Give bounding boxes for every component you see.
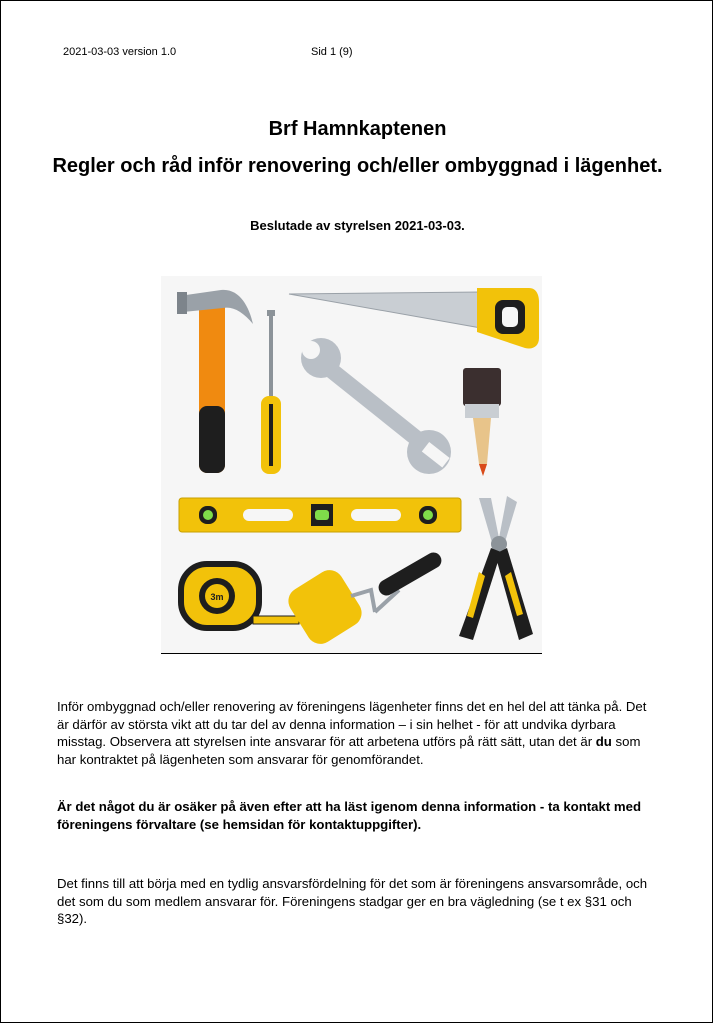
tools-illustration xyxy=(161,276,542,653)
illustration-rule xyxy=(161,653,542,654)
hammer-icon xyxy=(177,290,253,473)
paintbrush-icon xyxy=(463,368,501,476)
decision-note: Beslutade av styrelsen 2021-03-03. xyxy=(250,218,465,233)
paragraph-responsibility: Det finns till att börja med en tydlig ansvarsfördelning för det som är föreningens ansvarsområde, och det som du som medlem ansvarar för. Föreningens stadgar ger en bra vägledning (se t ex §31 och §32). xyxy=(57,876,648,926)
level-icon xyxy=(179,498,461,532)
header-page-number: Sid 1 (9) xyxy=(311,46,353,58)
wrench-icon xyxy=(301,338,451,474)
paragraph-intro-part1: Inför ombyggnad och/eller renovering av föreningens lägenheter finns det en hel del att tänka på. Det är därför av största vikt att du tar del av denna information – i sin helhet - för att undvika dyrbara misstag. Observera att styrelsen inte ansvarar för att arbetena utförs på rätt sätt, utan det är xyxy=(57,699,647,749)
tape-label: 3m xyxy=(210,592,224,602)
document-title: Brf Hamnkaptenen xyxy=(268,118,447,140)
paint-roller-icon xyxy=(283,550,444,650)
document-subtitle: Regler och råd inför renovering och/eller ombyggnad i lägenhet. xyxy=(52,155,663,177)
header-date-version: 2021-03-03 version 1.0 xyxy=(63,46,177,58)
pliers-icon xyxy=(459,496,533,640)
paragraph-intro-emphasis: du xyxy=(595,734,612,749)
tape-measure-icon xyxy=(181,564,299,628)
paragraph-contact: Är det något du är osäker på även efter att ha läst igenom denna information - ta kontakt med föreningens förvaltare (se hemsidan för kontaktuppgifter). xyxy=(57,799,642,832)
screwdriver-icon xyxy=(261,310,281,474)
paragraph-intro-part2: som har kontraktet på lägenheten som ansvarar för genomförandet. xyxy=(57,734,641,767)
paragraph-intro xyxy=(57,698,657,768)
